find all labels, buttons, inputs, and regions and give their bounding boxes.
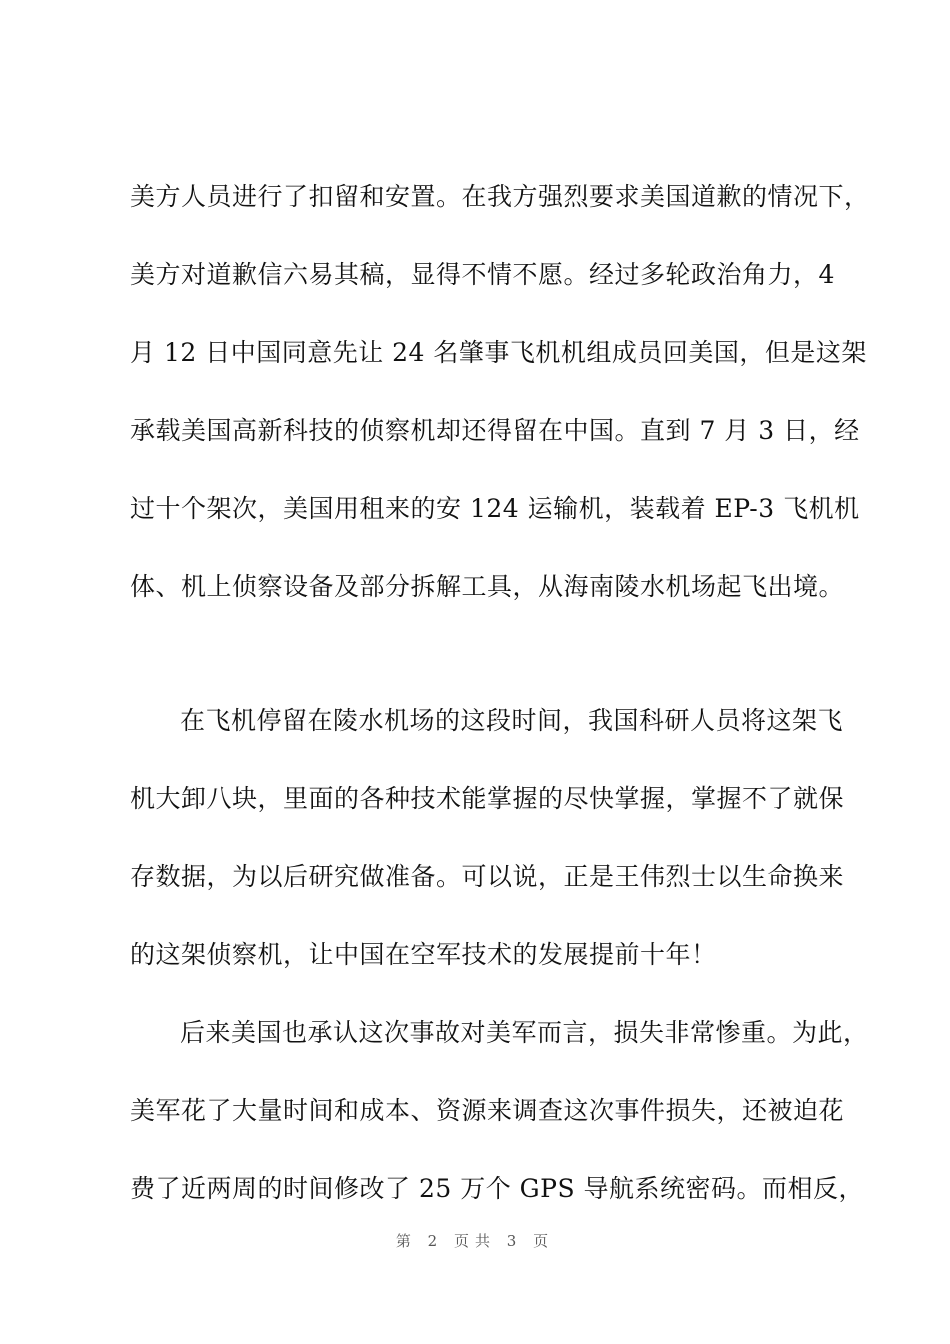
paragraph-3-line-3: 费了近两周的时间修改了 25 万个 GPS 导航系统密码。而相反，	[130, 1174, 865, 1203]
paragraph-2-line-2: 机大卸八块，里面的各种技术能掌握的尽快掌握，掌握不了就保	[130, 784, 845, 813]
paragraph-2-line-1: 在飞机停留在陵水机场的这段时间，我国科研人员将这架飞	[180, 706, 844, 735]
paragraph-1-line-5: 过十个架次，美国用租来的安 124 运输机，装载着 EP-3 飞机机	[130, 494, 860, 523]
paragraph-3-line-2: 美军花了大量时间和成本、资源来调查这次事件损失，还被迫花	[130, 1096, 845, 1125]
paragraph-1-line-2: 美方对道歉信六易其稿，显得不情不愿。经过多轮政治角力，4	[130, 260, 835, 289]
paragraph-1-line-4: 承载美国高新科技的侦察机却还得留在中国。直到 7 月 3 日，经	[130, 416, 860, 445]
paragraph-2-line-4: 的这架侦察机，让中国在空军技术的发展提前十年！	[130, 940, 717, 969]
paragraph-3-line-1: 后来美国也承认这次事故对美军而言，损失非常惨重。为此，	[180, 1018, 869, 1047]
paragraph-2-line-3: 存数据，为以后研究做准备。可以说，正是王伟烈士以生命换来	[130, 862, 845, 891]
paragraph-1-line-1: 美方人员进行了扣留和安置。在我方强烈要求美国道歉的情况下，	[130, 182, 870, 211]
paragraph-1-line-3: 月 12 日中国同意先让 24 名肇事飞机机组成员回美国，但是这架	[130, 338, 867, 367]
page-number-footer: 第 2 页共 3 页	[395, 1232, 555, 1250]
paragraph-1-line-6: 体、机上侦察设备及部分拆解工具，从海南陵水机场起飞出境。	[130, 572, 845, 601]
